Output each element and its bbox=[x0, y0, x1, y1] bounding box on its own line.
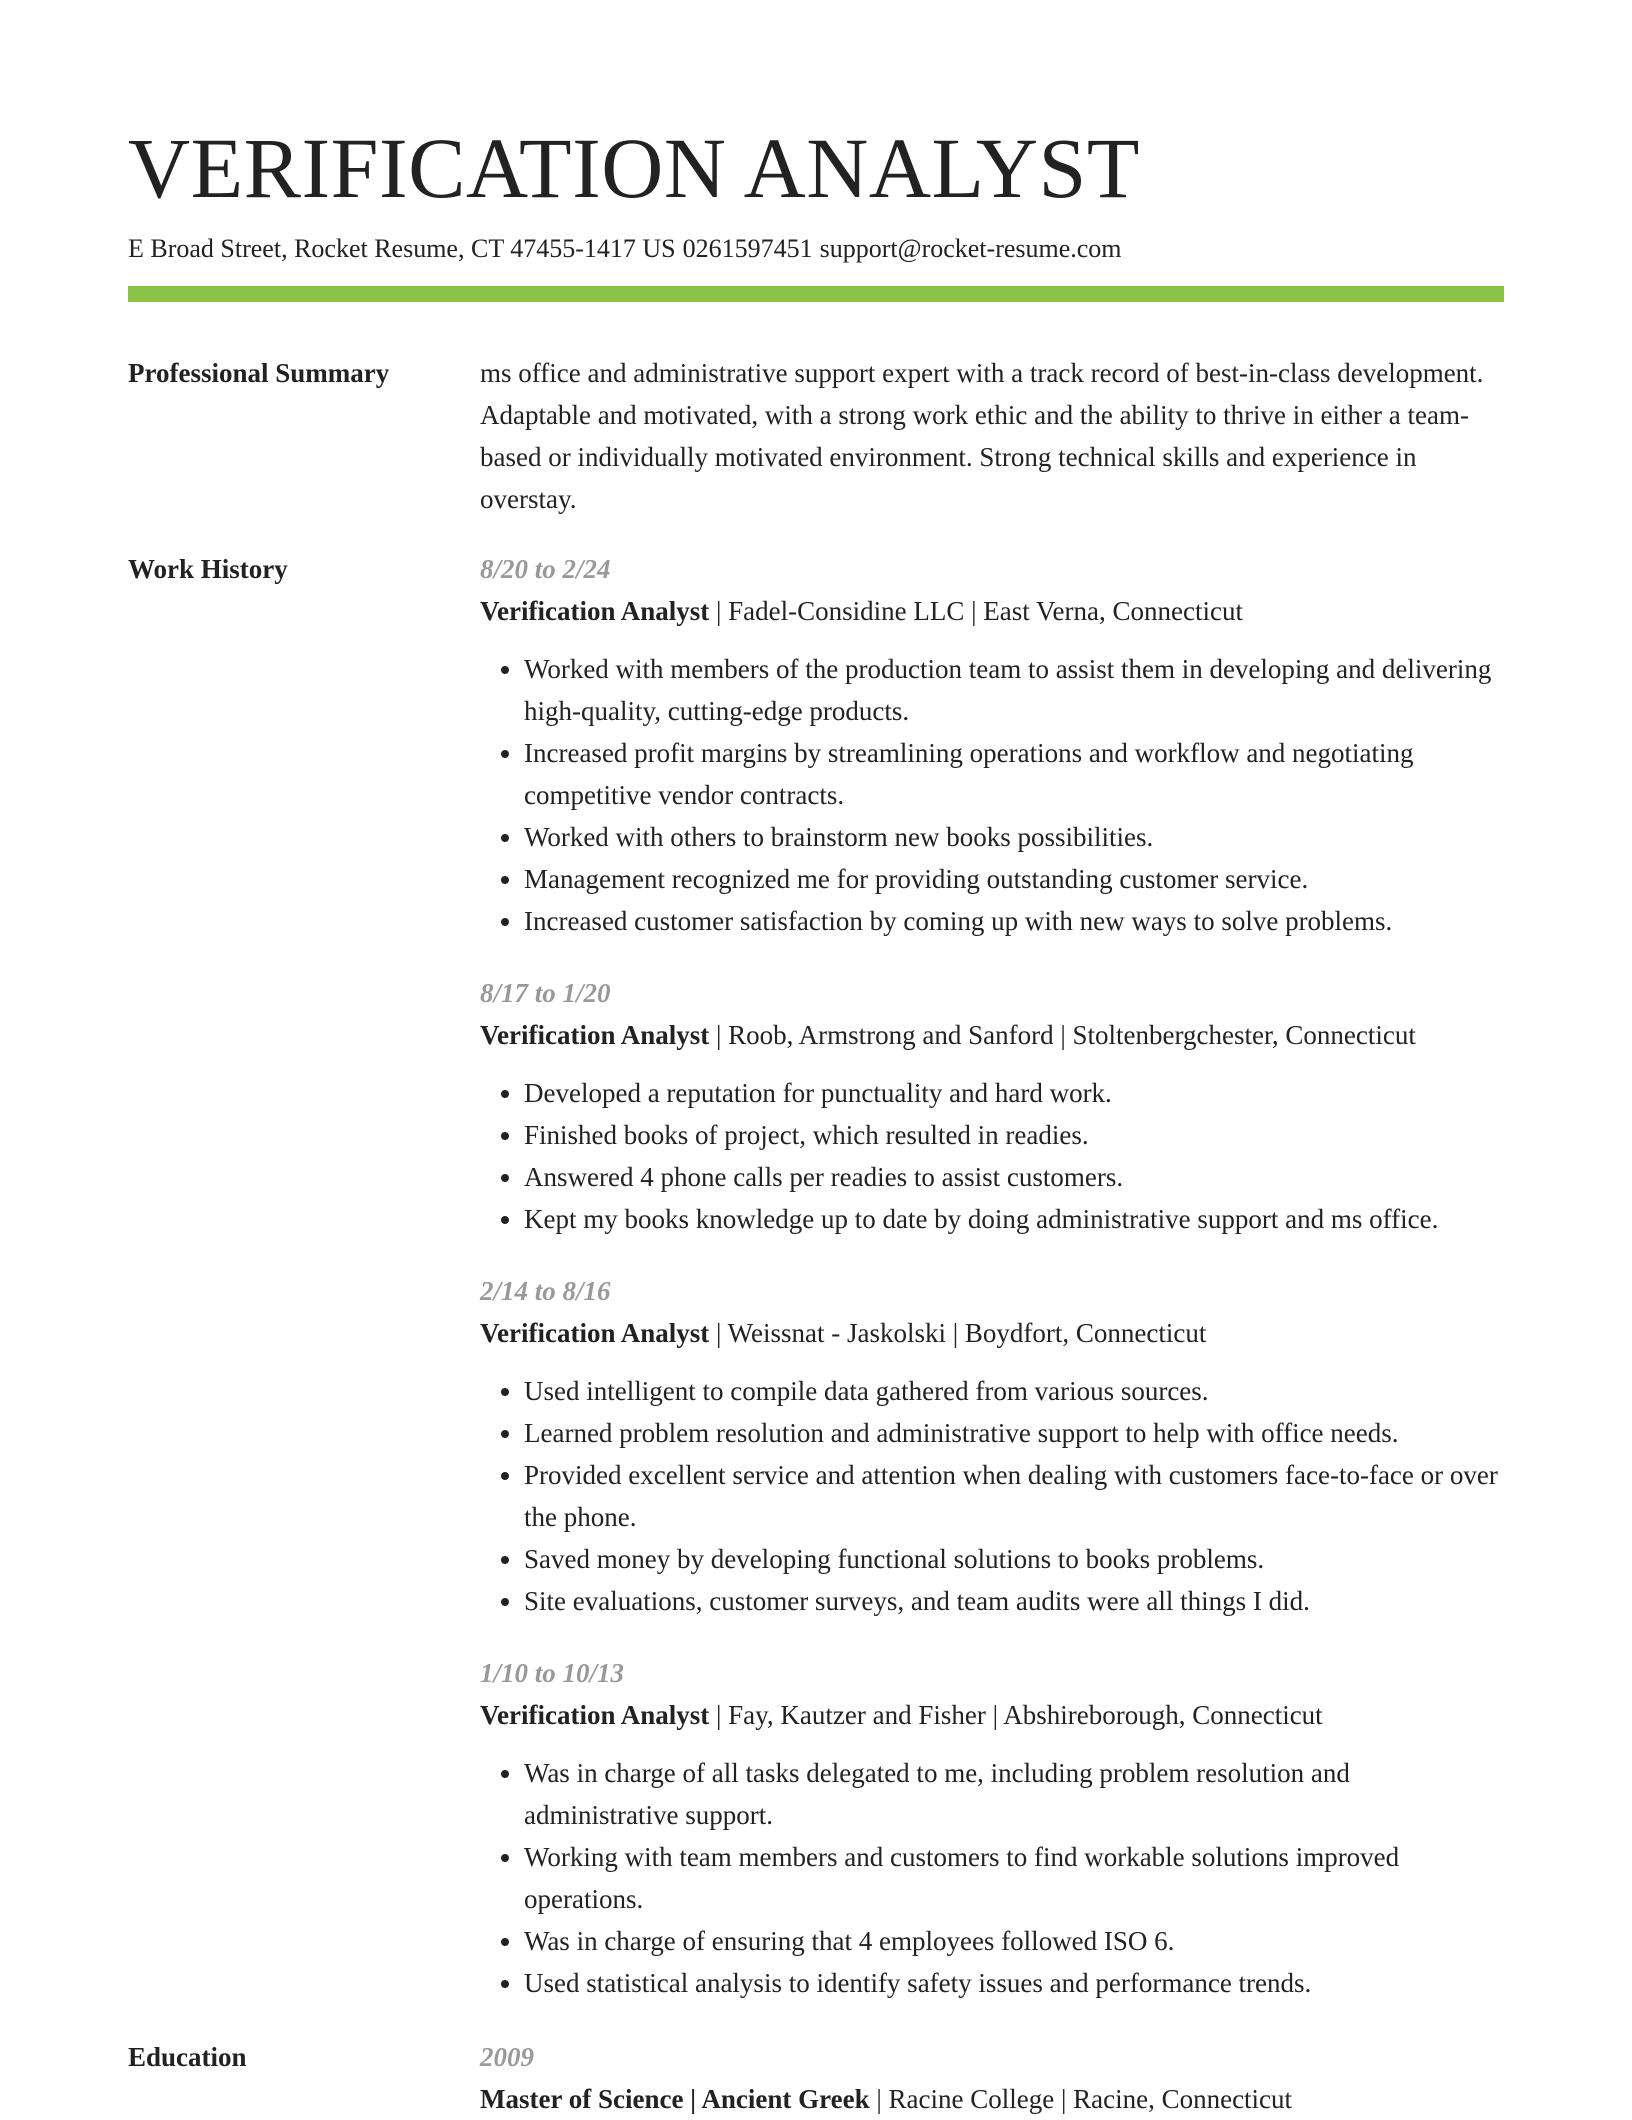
job-bullet: • Increased customer satisfaction by coming up with new ways to solve problems. bbox=[524, 900, 1504, 942]
education-section bbox=[128, 2036, 1504, 2120]
job-bullets bbox=[480, 648, 1504, 942]
job-bullet: • Used statistical analysis to identify safety issues and performance trends. bbox=[524, 1962, 1504, 2004]
job-bullet: • Used intelligent to compile data gathered from various sources. bbox=[524, 1370, 1504, 1412]
job-role-line bbox=[480, 1014, 1504, 1056]
job-bullet: • Saved money by developing functional solutions to books problems. bbox=[524, 1538, 1504, 1580]
contact-line bbox=[128, 232, 1504, 266]
education-dates: 2009 bbox=[480, 2042, 534, 2072]
job-title: Verification Analyst bbox=[480, 1020, 710, 1050]
section-label-summary: Professional Summary bbox=[128, 358, 390, 388]
job-bullet: • Working with team members and customers to find workable solutions improved operations. bbox=[524, 1836, 1504, 1920]
education-details: | Racine College | Racine, Connecticut bbox=[869, 2084, 1293, 2114]
job-bullet: • Worked with others to brainstorm new books possibilities. bbox=[524, 816, 1504, 858]
job-entry bbox=[480, 1652, 1504, 2004]
education-degree-line bbox=[480, 2078, 1504, 2120]
job-details: | Roob, Armstrong and Sanford | Stoltenbergchester, Connecticut bbox=[709, 1020, 1416, 1050]
resume-header bbox=[128, 118, 1504, 302]
candidate-title: VERIFICATION ANALYST bbox=[128, 120, 1140, 216]
job-role-line bbox=[480, 590, 1504, 632]
education-entry bbox=[480, 2036, 1504, 2120]
job-role-line bbox=[480, 1312, 1504, 1354]
job-title: Verification Analyst bbox=[480, 596, 710, 626]
resume-page bbox=[128, 118, 1504, 2120]
job-bullet: • Answered 4 phone calls per readies to assist customers. bbox=[524, 1156, 1504, 1198]
job-entry bbox=[480, 972, 1504, 1240]
job-bullet: • Was in charge of all tasks delegated to me, including problem resolution and administrative support. bbox=[524, 1752, 1504, 1836]
job-bullet: • Management recognized me for providing outstanding customer service. bbox=[524, 858, 1504, 900]
job-bullet: • Increased profit margins by streamlining operations and workflow and negotiating competitive vendor contracts. bbox=[524, 732, 1504, 816]
job-title: Verification Analyst bbox=[480, 1318, 710, 1348]
job-details: | Fadel-Considine LLC | East Verna, Connecticut bbox=[709, 596, 1243, 626]
job-bullets bbox=[480, 1752, 1504, 2004]
section-label-education: Education bbox=[128, 2042, 247, 2072]
section-label-work: Work History bbox=[128, 554, 288, 584]
job-entry bbox=[480, 548, 1504, 942]
contact-email: support@rocket-resume.com bbox=[819, 234, 1122, 263]
job-dates: 2/14 to 8/16 bbox=[480, 1276, 611, 1306]
job-role-line bbox=[480, 1694, 1504, 1736]
job-bullet: • Developed a reputation for punctuality and hard work. bbox=[524, 1072, 1504, 1114]
work-history-list bbox=[480, 548, 1504, 2004]
job-bullet: • Worked with members of the production team to assist them in developing and delivering high-quality, cutting-edge products. bbox=[524, 648, 1504, 732]
job-bullet: • Was in charge of ensuring that 4 employees followed ISO 6. bbox=[524, 1920, 1504, 1962]
contact-address: E Broad Street, Rocket Resume, CT 47455-1417 US bbox=[128, 234, 676, 263]
job-entry bbox=[480, 1270, 1504, 1622]
contact-phone: 0261597451 bbox=[682, 234, 813, 263]
job-bullets bbox=[480, 1370, 1504, 1622]
job-bullet: • Provided excellent service and attention when dealing with customers face-to-face or over the phone. bbox=[524, 1454, 1504, 1538]
job-details: | Weissnat - Jaskolski | Boydfort, Connecticut bbox=[709, 1318, 1207, 1348]
education-degree: Master of Science | Ancient Greek bbox=[480, 2084, 870, 2114]
job-dates: 1/10 to 10/13 bbox=[480, 1658, 625, 1688]
job-dates: 8/17 to 1/20 bbox=[480, 978, 611, 1008]
job-bullet: • Site evaluations, customer surveys, and team audits were all things I did. bbox=[524, 1580, 1504, 1622]
summary-text: ms office and administrative support expert with a track record of best-in-class development. Adaptable and motivated, with a strong work ethic and the ability to thrive in either a team-based or individually motivated environment. Strong technical skills and experience in overstay. bbox=[480, 358, 1484, 514]
header-divider bbox=[128, 286, 1504, 302]
education-list bbox=[480, 2036, 1504, 2120]
job-bullet: • Finished books of project, which resulted in readies. bbox=[524, 1114, 1504, 1156]
job-title: Verification Analyst bbox=[480, 1700, 710, 1730]
job-bullet: • Kept my books knowledge up to date by doing administrative support and ms office. bbox=[524, 1198, 1504, 1240]
professional-summary-section bbox=[128, 352, 1504, 520]
job-dates: 8/20 to 2/24 bbox=[480, 554, 611, 584]
job-bullets bbox=[480, 1072, 1504, 1240]
job-details: | Fay, Kautzer and Fisher | Abshireborough, Connecticut bbox=[709, 1700, 1323, 1730]
job-bullet: • Learned problem resolution and administrative support to help with office needs. bbox=[524, 1412, 1504, 1454]
work-history-section bbox=[128, 548, 1504, 2004]
